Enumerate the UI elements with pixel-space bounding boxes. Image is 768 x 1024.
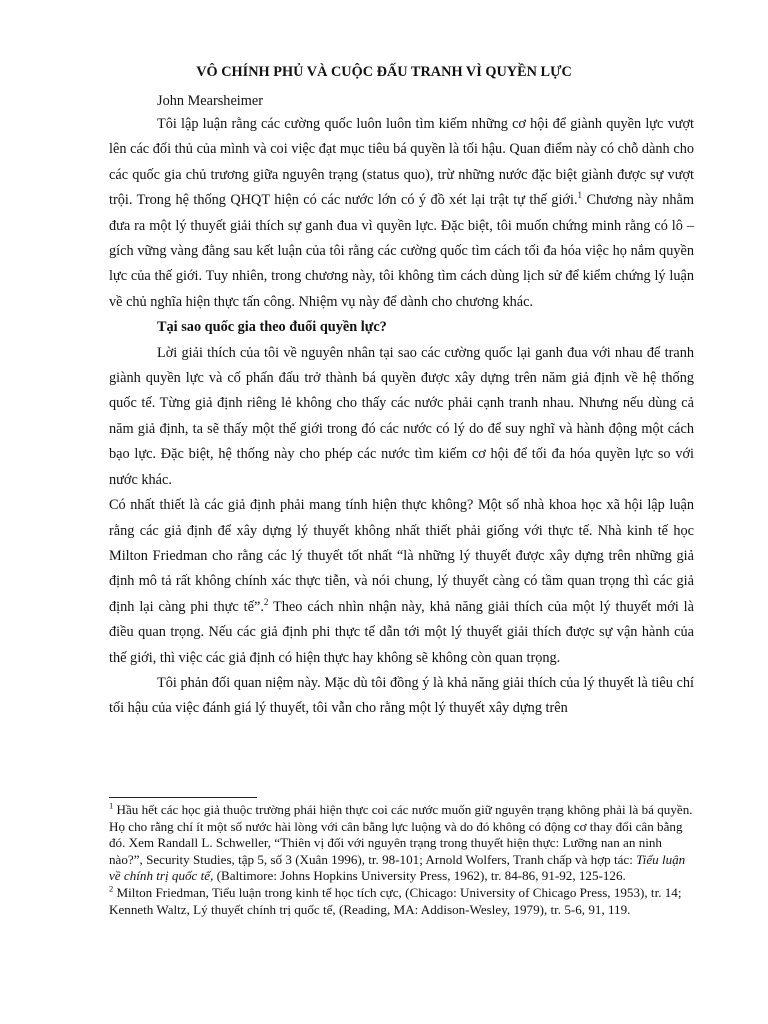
author-name: John Mearsheimer [157, 93, 264, 109]
paragraph: Có nhất thiết là các giả định phải mang tính hiện thực không? Một số nhà khoa học xã hội lập luận rằng các giả định để xây dựng lý thuyết không nhất thiết phải giống với thực tế. Nhà kinh tế học Milton Friedman cho rằng các lý thuyết tốt nhất “là những lý thuyết được xây dựng trên những giả định mô tả rất không chính xác thực tiễn, và nói chung, lý thuyết càng có tầm quan trọng thì các giả định lại càng phi thực tế”.$^2$ Theo cách nhìn nhận này, khả năng giải thích của một lý thuyết mới là điều quan trọng. Nếu các giả định phi thực tế dẫn tới một lý thuyết giải thích được sự vận hành của thế giới, thì việc các giả định có hiện thực hay không sẽ không còn quan trọng. [109, 497, 695, 666]
section-heading: Tại sao quốc gia theo đuổi quyền lực? [157, 319, 387, 336]
paragraph: Tôi lập luận rằng các cường quốc luôn luôn tìm kiếm những cơ hội để giành quyền lực vượt lên các đối thủ của mình và coi việc đạt mục tiêu bá quyền là tối hậu. Quan điểm này có chỗ dành cho các quốc gia chủ trương giữa nguyên trạng (status quo), trừ những nước đặc biệt giành được sự vượt trội. Trong hệ thống QHQT hiện có các nước lớn có ý đồ xét lại trật tự thế giới.$^1$ Chương này nhằm đưa ra một lý thuyết giải thích sự ganh đua vì quyền lực. Đặc biệt, tôi muốn chứng minh rằng có lô – gích vững vàng đằng sau kết luận của tôi rằng các cường quốc tìm cách tối đa hóa việc họ nắm quyền lực của thế giới. Tuy nhiên, trong chương này, tôi không tìm cách dùng lịch sử để kiểm chứng lý luận về chủ nghĩa hiện thực tấn công. Nhiệm vụ này để dành cho chương khác. [109, 116, 694, 310]
document-title: VÔ CHÍNH PHỦ VÀ CUỘC ĐẤU TRANH VÌ QUYỀN LỰC [196, 64, 572, 80]
footnotes [109, 802, 694, 918]
footnote: $^2$ Milton Friedman, Tiểu luận trong kinh tế học tích cực, (Chicago: University of Chicago Press, 1953), tr. 14; Kenneth Waltz, Lý thuyết chính trị quốc tế, (Reading, MA: Addison-Wesley, 1979), tr. 5-6, 91, 119. [109, 883, 682, 917]
footnote-separator [109, 797, 257, 798]
footnote: $^1$ Hầu hết các học giả thuộc trường phái hiện thực coi các nước muốn giữ nguyên trạng không phải là bá quyền. Họ cho rằng chí ít một số nước hài lòng với cân bằng lực luộng và do đó không có động cơ thay đổi cân bằng đó. Xem Randall L. Schweller, “Thiên vị đối với nguyên trạng trong thuyết hiện thực: Lưỡng nan an ninh nào?”, Security Studies, tập 5, số 3 (Xuân 1996), tr. 98-101; Arnold Wolfers, Tranh chấp và hợp tác: Tiểu luận về chính trị quốc tế, (Baltimore: Johns Hopkins University Press, 1962), tr. 84-86, 91-92, 125-126. [109, 800, 693, 884]
paragraph: Tôi phản đối quan niệm này. Mặc dù tôi đồng ý là khả năng giải thích của lý thuyết là tiêu chí tối hậu của việc đánh giá lý thuyết, tôi vẫn cho rằng một lý thuyết xây dựng trên [109, 674, 694, 717]
body-text [109, 112, 694, 722]
footnote-ref[interactable]: 2 [263, 596, 269, 607]
paragraph: Lời giải thích của tôi về nguyên nhân tại sao các cường quốc lại ganh đua với nhau để tranh giành quyền lực và cố phấn đấu trở thành bá quyền được xây dựng trên năm giả định về hệ thống quốc tế. Từng giả định riêng lẻ không cho thấy các nước phải cạnh tranh nhau. Nhưng nếu dùng cả năm giả định, ta sẽ thấy một thế giới trong đó các nước có lý do để suy nghĩ và hành động một cách bạo lực. Đặc biệt, hệ thống này cho phép các nước tìm kiếm cơ hội để tối đa hóa quyền lực so với nước khác. [109, 344, 694, 488]
footnote-ref[interactable]: 1 [577, 190, 583, 201]
